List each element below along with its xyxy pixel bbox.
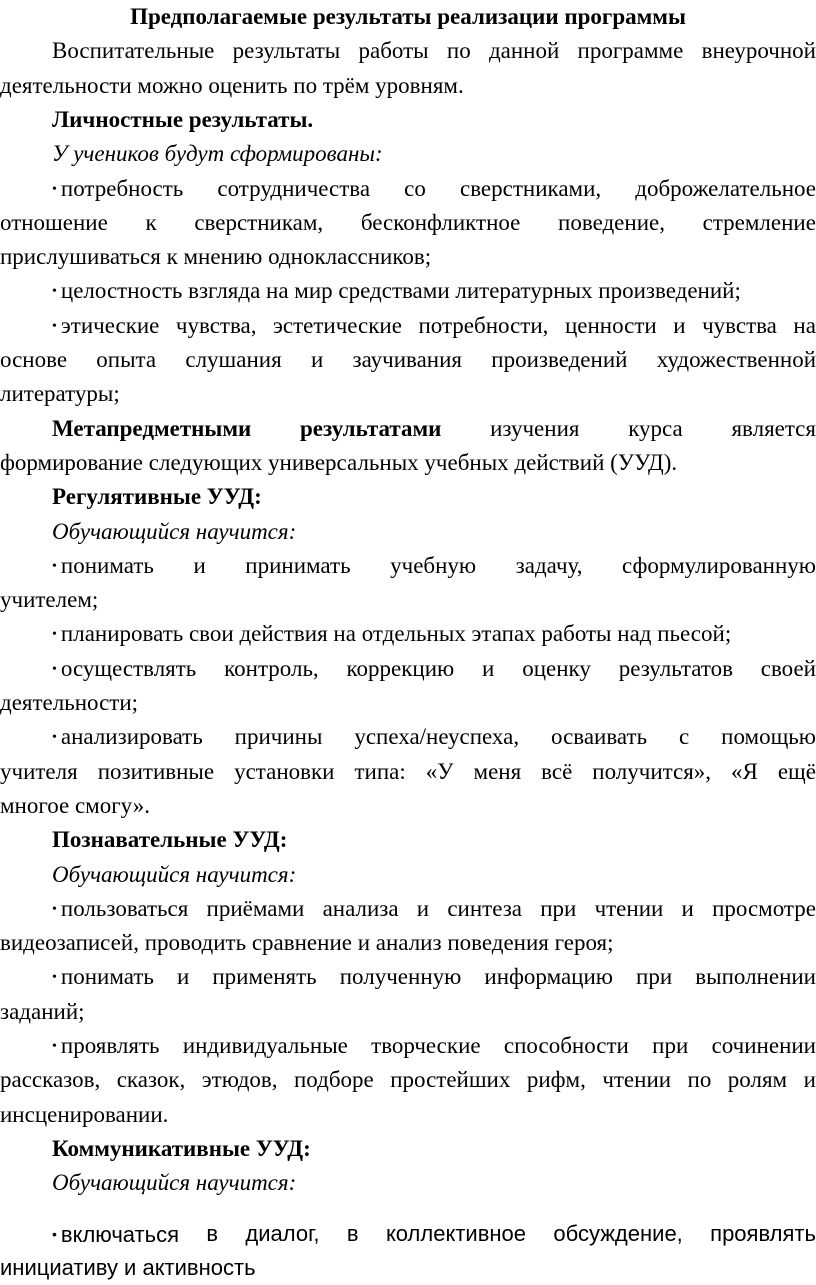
word: ещё — [777, 758, 816, 784]
word: сверстниками, — [459, 175, 602, 201]
word: подборе — [293, 1067, 374, 1093]
section-heading-cognitive: Познавательные УУД: — [52, 827, 288, 853]
word: слушания — [185, 347, 282, 372]
bullet-icon: • — [52, 901, 57, 917]
word: индивидуальные — [182, 1033, 348, 1058]
communicative-item-line — [52, 1217, 816, 1252]
word: типа: — [354, 758, 406, 784]
personal-item-line — [0, 206, 816, 240]
word: в — [206, 1220, 219, 1246]
word: данной — [488, 38, 560, 64]
word: • понимать — [52, 549, 154, 584]
word: и — [803, 1067, 816, 1093]
word: опыта — [96, 347, 157, 372]
word: результаты — [232, 38, 341, 64]
word: и — [681, 895, 694, 921]
cognitive-item-line: инсценировании. — [0, 1101, 169, 1127]
regulatory-item-line — [52, 549, 816, 584]
word: чтении — [594, 895, 664, 921]
word: просмотре — [712, 895, 816, 921]
personal-item-line: литературы; — [0, 381, 120, 407]
word: и — [176, 964, 190, 990]
bullet-icon: • — [52, 627, 57, 643]
bullet-icon: • — [52, 970, 57, 986]
regulatory-item-line — [0, 755, 816, 789]
word: помощью — [721, 724, 816, 750]
section-subheading: Обучающийся научится: — [52, 861, 297, 887]
word: чтении — [602, 1067, 672, 1093]
word: Воспитательные — [52, 38, 215, 64]
bullet-icon: • — [52, 284, 57, 300]
word: является — [731, 415, 816, 441]
meta-results-line — [52, 412, 816, 446]
bullet-icon: • — [52, 1225, 57, 1242]
regulatory-item-line: учителем; — [0, 587, 99, 613]
word: «Я — [731, 758, 758, 784]
word: коллективное — [385, 1220, 527, 1246]
word: при — [652, 1033, 689, 1058]
word: выполнении — [695, 964, 816, 990]
word: своей — [760, 655, 816, 681]
word: потребности, — [418, 312, 549, 338]
section-subheading: У учеников будут сформированы: — [52, 141, 383, 167]
word: при — [540, 895, 577, 921]
cognitive-item-line — [52, 892, 816, 927]
word: позитивные — [97, 758, 215, 784]
intro-line — [52, 34, 816, 68]
word: • осуществлять — [52, 652, 196, 687]
word: задачу, — [515, 552, 583, 578]
word: рассказов, — [0, 1067, 101, 1093]
word: • проявлять — [52, 1029, 160, 1064]
page-title: Предполагаемые результаты реализации программы — [130, 4, 686, 29]
word: сотрудничества — [217, 175, 371, 201]
word: программе — [577, 38, 684, 64]
word: доброжелательное — [635, 175, 816, 201]
word: • пользоваться — [52, 892, 188, 927]
bullet-icon: • — [52, 1039, 57, 1054]
regulatory-item-line: многое смогу». — [0, 792, 150, 818]
word: ролям — [727, 1067, 788, 1093]
word: контроль, — [224, 655, 319, 681]
word: способности — [503, 1033, 629, 1058]
word: всё — [541, 758, 573, 784]
word: и — [310, 347, 324, 372]
word: • включаться — [52, 1217, 179, 1252]
word: сформулированную — [622, 552, 816, 578]
word: приёмами — [206, 895, 305, 921]
word: этюдов, — [201, 1067, 278, 1093]
word: работы — [358, 38, 429, 64]
word: установки — [234, 758, 335, 784]
word: результатов — [618, 655, 733, 681]
word: результатами — [300, 415, 442, 441]
word: изучения — [490, 415, 580, 441]
personal-item-line: прислушиваться к мнению одноклассников; — [0, 244, 432, 270]
word: в — [346, 1220, 359, 1246]
word: меня — [473, 758, 522, 784]
word: к — [145, 209, 157, 235]
bullet-icon: • — [52, 661, 57, 677]
intro-line: деятельности можно оценить по трём уровням. — [0, 72, 464, 98]
word: художественной — [656, 347, 816, 372]
word: причины — [234, 724, 323, 750]
word: принимать — [245, 552, 351, 578]
bullet-icon: • — [52, 730, 57, 746]
cognitive-item-line — [0, 1063, 816, 1097]
word: успеха/неуспеха, — [354, 724, 520, 750]
word: применять — [212, 964, 317, 990]
personal-item-line: • целостность взгляда на мир средствами литературных произведений; — [52, 274, 816, 309]
word: • анализировать — [52, 720, 203, 755]
word: полученную — [339, 964, 462, 990]
section-subheading: Обучающийся научится: — [52, 518, 297, 544]
word: творческие — [371, 1033, 481, 1058]
word: чувства — [702, 312, 777, 338]
bullet-icon: • — [52, 181, 57, 197]
cognitive-item-line: видеозаписей, проводить сравнение и анализ поведения героя; — [0, 930, 614, 956]
personal-item-line — [52, 309, 816, 344]
word: и — [416, 895, 430, 921]
word: сочинении — [711, 1033, 816, 1058]
word: произведений — [491, 347, 628, 372]
word: отношение — [0, 209, 108, 235]
word: со — [404, 175, 426, 201]
word: чувства, — [175, 312, 257, 338]
cognitive-item-line — [52, 1029, 816, 1064]
word: • потребность — [52, 172, 183, 207]
word: анализа — [322, 895, 399, 921]
word: Метапредметными — [52, 415, 252, 441]
word: заучивания — [352, 347, 462, 372]
personal-item-line — [52, 172, 816, 207]
word: • понимать — [52, 960, 154, 995]
word: эстетические — [273, 312, 402, 338]
word: курса — [628, 415, 683, 441]
regulatory-item-line — [52, 652, 816, 687]
meta-results-line: формирование следующих универсальных учебных действий (УУД). — [0, 449, 678, 475]
personal-item-line — [0, 343, 816, 377]
word: на — [793, 312, 816, 338]
word: оценку — [522, 655, 591, 681]
word: простейших — [390, 1067, 511, 1093]
word: коррекцию — [346, 655, 455, 681]
word: поведение, — [558, 209, 665, 235]
section-heading-personal: Личностные результаты. — [52, 106, 314, 132]
word: ценности — [564, 312, 657, 338]
bullet-icon: • — [52, 318, 57, 334]
word: получится», — [592, 758, 712, 784]
regulatory-item-line: • планировать свои действия на отдельных этапах работы над пьесой; — [52, 617, 816, 652]
word: стремление — [702, 209, 816, 235]
bullet-icon: • — [52, 558, 57, 574]
regulatory-item-line: деятельности; — [0, 690, 139, 715]
section-heading-regulatory: Регулятивные УУД: — [52, 484, 262, 510]
word: «У — [425, 758, 454, 784]
word: синтеза — [447, 895, 522, 921]
word: при — [636, 964, 673, 990]
word: сказок, — [116, 1067, 186, 1093]
word: учебную — [390, 552, 477, 578]
word: диалог, — [245, 1220, 320, 1246]
communicative-item-line: инициативу и активность — [0, 1254, 256, 1280]
word: и — [193, 552, 206, 578]
word: рифм, — [526, 1067, 586, 1093]
word: и — [673, 312, 686, 338]
word: по — [446, 38, 471, 64]
section-subheading: Обучающийся научится: — [52, 1170, 297, 1196]
regulatory-item-line — [52, 720, 816, 755]
word: учителя — [0, 758, 78, 784]
word: по — [687, 1067, 712, 1093]
word: информацию — [484, 964, 613, 990]
cognitive-item-line: заданий; — [0, 998, 85, 1024]
word: • этические — [52, 309, 159, 344]
word: с — [679, 724, 690, 750]
word: проявлять — [710, 1220, 816, 1246]
word: и — [482, 655, 495, 681]
word: бесконфликтное — [360, 209, 521, 235]
section-heading-communicative: Коммуникативные УУД: — [52, 1135, 311, 1161]
cognitive-item-line — [52, 960, 816, 995]
word: осваивать — [551, 724, 648, 750]
word: основе — [0, 347, 68, 372]
word: внеурочной — [701, 38, 816, 64]
word: сверстникам, — [194, 209, 324, 235]
word: обсуждение, — [553, 1220, 683, 1246]
